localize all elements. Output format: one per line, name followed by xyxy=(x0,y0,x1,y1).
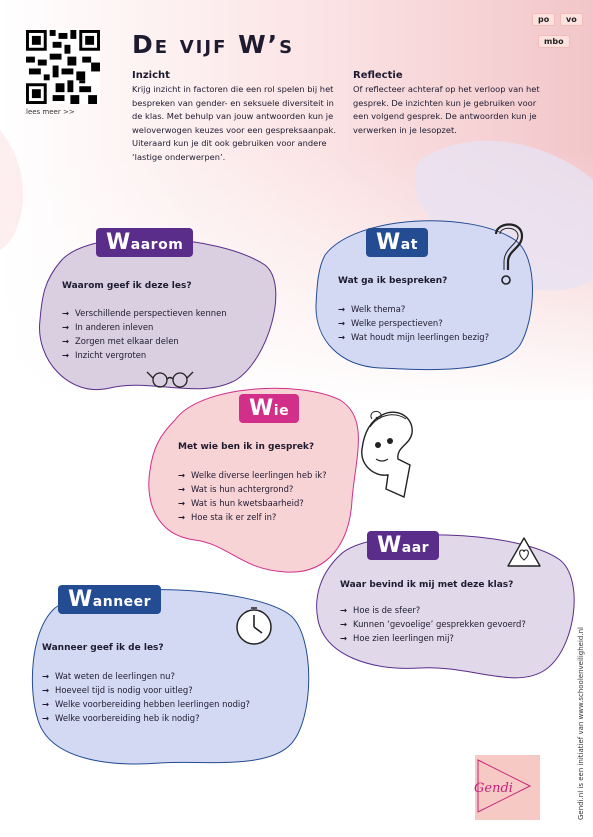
gendi-logo[interactable]: Gendi xyxy=(474,781,513,796)
tag-wie-rest: ie xyxy=(273,403,290,419)
wanneer-list xyxy=(42,669,250,725)
list-item: → Verschillende perspectieven kennen xyxy=(62,306,227,320)
waar-list xyxy=(340,603,526,645)
list-item: → In anderen inleven xyxy=(62,320,227,334)
qr-caption[interactable]: lees meer >> xyxy=(26,108,75,116)
list-item: → Hoe is de sfeer? xyxy=(340,603,526,617)
clock-icon xyxy=(234,606,274,646)
badge-mbo: mbo xyxy=(538,35,570,48)
wat-list xyxy=(338,302,489,344)
reflectie-heading: Reflectie xyxy=(353,70,403,81)
wie-list xyxy=(178,468,327,524)
list-item: → Hoe zien leerlingen mij? xyxy=(340,631,526,645)
tag-wie xyxy=(239,394,299,423)
tag-waar xyxy=(367,531,439,560)
qr-code[interactable] xyxy=(26,30,100,104)
waar-question: Waar bevind ik mij met deze klas? xyxy=(340,580,514,590)
inzicht-body: Krijg inzicht in factoren die een rol spelen bij het bespreken van gender- en seksuele diversiteit in de klas. Met behulp van jouw antwoorden kun je weloverwogen keuzes voor een gespreksaanpak. Uiteraard kun je dit ook gebruiken voor andere ‘lastige onderwerpen’. xyxy=(132,84,336,162)
list-item: → Welke voorbereiding hebben leerlingen nodig? xyxy=(42,697,250,711)
badge-vo: vo xyxy=(560,13,583,26)
tag-wanneer-rest: anneer xyxy=(92,594,152,610)
wie-question: Met wie ben ik in gesprek? xyxy=(178,442,315,452)
tag-waar-initial: W xyxy=(377,533,402,558)
list-item: → Hoeveel tijd is nodig voor uitleg? xyxy=(42,683,250,697)
list-item: → Wat is hun achtergrond? xyxy=(178,482,327,496)
list-item: → Wat weten de leerlingen nu? xyxy=(42,669,250,683)
glasses-icon xyxy=(145,368,195,390)
list-item: → Welk thema? xyxy=(338,302,489,316)
list-item: → Welke perspectieven? xyxy=(338,316,489,330)
badge-po: po xyxy=(532,13,555,26)
tag-wat xyxy=(366,228,428,257)
wat-question: Wat ga ik bespreken? xyxy=(338,276,448,286)
list-item: → Kunnen ‘gevoelige’ gesprekken gevoerd? xyxy=(340,617,526,631)
list-item: → Inzicht vergroten xyxy=(62,348,227,362)
tag-wat-initial: W xyxy=(376,230,401,255)
list-item: → Wat is hun kwetsbaarheid? xyxy=(178,496,327,510)
page-title: De vijf W’s xyxy=(132,30,295,59)
tag-waarom-initial: W xyxy=(106,230,131,255)
waarom-question: Waarom geef ik deze les? xyxy=(62,281,192,291)
tag-wanneer-initial: W xyxy=(68,587,93,612)
waarom-list xyxy=(62,306,227,362)
tag-waarom xyxy=(96,228,193,257)
tag-waar-rest: aar xyxy=(401,540,430,556)
list-item: → Welke voorbereiding heb ik nodig? xyxy=(42,711,250,725)
inzicht-heading: Inzicht xyxy=(132,70,170,81)
tag-wat-rest: at xyxy=(400,237,418,253)
tag-wanneer xyxy=(58,585,161,614)
tag-wie-initial: W xyxy=(249,396,274,421)
head-illustration-icon xyxy=(352,405,424,500)
reflectie-body: Of reflecteer achteraf op het verloop van het gesprek. De inzichten kun je gebruiken voor een volgend gesprek. De antwoorden kun je verwerken in je lesopzet. xyxy=(353,84,540,135)
warning-heart-icon xyxy=(506,536,542,568)
side-note xyxy=(577,600,587,820)
side-note-text[interactable]: Gendi.nl is een initiatief van www.schoolenveiligheid.nl xyxy=(577,627,585,820)
list-item: → Zorgen met elkaar delen xyxy=(62,334,227,348)
list-item: → Welke diverse leerlingen heb ik? xyxy=(178,468,327,482)
question-mark-icon xyxy=(490,218,528,290)
list-item: → Hoe sta ik er zelf in? xyxy=(178,510,327,524)
wanneer-question: Wanneer geef ik de les? xyxy=(42,643,164,653)
tag-waarom-rest: aarom xyxy=(130,237,184,253)
list-item: → Wat houdt mijn leerlingen bezig? xyxy=(338,330,489,344)
